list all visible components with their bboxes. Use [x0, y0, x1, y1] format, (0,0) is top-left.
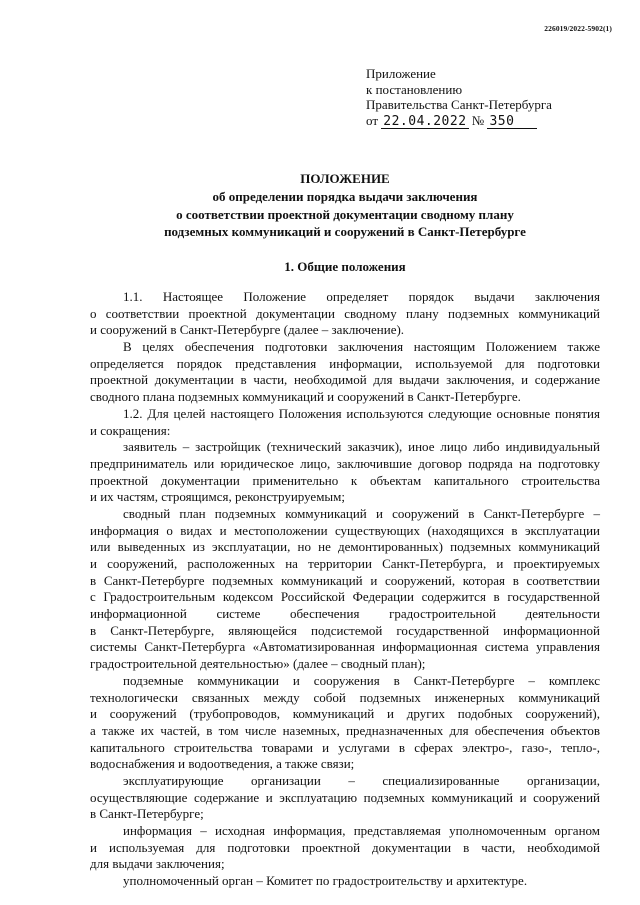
paragraph-line: подземные коммуникации и сооружения в Санкт-Петербурге – комплекс — [123, 672, 600, 688]
paragraph — [90, 289, 600, 339]
paragraph-line: уполномоченный орган – Комитет по градостроительству и архитектуре. — [123, 873, 528, 889]
paragraph-line: и используемая для подготовки проектной документации в части, необходимой — [90, 839, 600, 855]
paragraph-line: 1.1. Настоящее Положение определяет порядок выдачи заключения — [123, 289, 600, 304]
paragraph-line: определяется порядок представления информации, используемой для подготовки — [90, 355, 600, 371]
paragraph — [90, 773, 600, 823]
paragraph-line: сводного плана подземных коммуникаций и сооружений в Санкт-Петербурге. — [90, 389, 521, 405]
appendix-line-3: Правительства Санкт-Петербурга — [366, 97, 552, 113]
paragraph — [90, 823, 600, 873]
paragraph-line: для выдачи заключения; — [90, 856, 225, 872]
paragraph-line: и сооружений (трубопроводов, коммуникаций и других подобных сооружений), — [90, 706, 600, 722]
paragraph-line: информация – исходная информация, представляемая уполномоченным органом — [123, 823, 600, 838]
paragraph-line: или выведенных из эксплуатации, но не демонтированных) подземных коммуникаций — [90, 539, 600, 555]
section-heading: 1. Общие положения — [284, 259, 406, 274]
from-label: от — [366, 112, 379, 128]
paragraph-line: 1.2. Для целей настоящего Положения используются следующие основные понятия — [123, 405, 600, 421]
paragraph-line: в Санкт-Петербурге, являющейся подсистемой государственной информационной — [90, 622, 600, 638]
paragraph-line: а также их частей, в том числе наземных, предназначенных для обеспечения объектов — [90, 722, 600, 738]
paragraph-line: проектной документации в части, необходимой для выдачи заключения, и содержание — [90, 372, 600, 388]
title-line-3: о соответствии проектной документации сводному плану — [176, 206, 514, 222]
paragraph-line: в Санкт-Петербурге; — [90, 806, 204, 822]
paragraph-line: и сооружений, расположенных на территории Санкт-Петербурга, и проектируемых — [90, 556, 600, 571]
paragraph-line: градостроительной деятельностью» (далее – сводный план); — [90, 656, 426, 672]
paragraph — [90, 506, 600, 673]
paragraph-line: системы Санкт-Петербурга «Автоматизированная информационная система управления — [90, 639, 600, 655]
paragraph-line: водоснабжения и водоотведения, а также связи; — [90, 756, 355, 772]
title-line-1: ПОЛОЖЕНИЕ — [300, 171, 390, 186]
paragraph — [90, 673, 600, 773]
paragraph-line: и сокращения: — [90, 422, 171, 438]
paragraph-line: технологически связанных между собой подземных инженерных коммуникаций — [90, 689, 600, 705]
paragraph-line: в Санкт-Петербурге подземных коммуникаций и сооружений, которая в соответствии — [90, 572, 600, 588]
resolution-date: 22.04.2022 — [383, 113, 467, 129]
paragraph-line: информационной системе обеспечения градостроительной деятельности — [90, 606, 600, 622]
paragraph — [90, 339, 600, 406]
paragraph-line: В целях обеспечения подготовки заключения настоящим Положением также — [123, 339, 600, 355]
paragraph-line: эксплуатирующие организации – специализированные организации, — [123, 772, 600, 788]
paragraph-line: предприниматель или юридическое лицо, заключившие договор подряда на подготовку — [90, 455, 600, 471]
paragraph-line: сводный план подземных коммуникаций и сооружений в Санкт-Петербурге – — [123, 505, 600, 521]
paragraph-line: проектной документации применительно к объектам капитального строительства — [90, 472, 600, 488]
document-registration-number: 226019/2022-5902(1) — [544, 24, 612, 33]
title-line-2: об определении порядка выдачи заключения — [212, 188, 478, 204]
number-label: № — [471, 112, 485, 128]
body-text — [90, 289, 600, 890]
paragraph — [90, 873, 600, 890]
paragraph — [90, 406, 600, 439]
appendix-line-1: Приложение — [366, 66, 436, 81]
paragraph-line: осуществляющие содержание и эксплуатацию подземных коммуникаций и сооружений — [90, 789, 600, 805]
paragraph-line: и их частям, строящимся, реконструируемым; — [90, 489, 345, 505]
title-line-4: подземных коммуникаций и сооружений в Санкт-Петербурге — [164, 224, 526, 240]
paragraph-line: и сооружений в Санкт-Петербурге (далее – заключение). — [90, 322, 405, 338]
appendix-line-2: к постановлению — [366, 81, 463, 97]
paragraph-line: с Градостроительным кодексом Российской Федерации содержится в государственной — [90, 589, 600, 605]
paragraph-line: о соответствии проектной документации сводному плану подземных коммуникаций — [90, 305, 600, 321]
document-title — [90, 170, 600, 241]
paragraph-line: капитального строительства товарами и услугами в сферах электро-, газо-, тепло-, — [90, 739, 600, 755]
paragraph-line: заявитель – застройщик (технический заказчик), иное лицо либо индивидуальный — [123, 439, 600, 455]
appendix-date-line — [366, 113, 552, 129]
paragraph — [90, 439, 600, 506]
resolution-number: 350 — [487, 115, 537, 129]
appendix-block — [366, 66, 552, 129]
paragraph-line: информация о видах и местоположении существующих (находящихся в эксплуатации — [90, 522, 600, 538]
